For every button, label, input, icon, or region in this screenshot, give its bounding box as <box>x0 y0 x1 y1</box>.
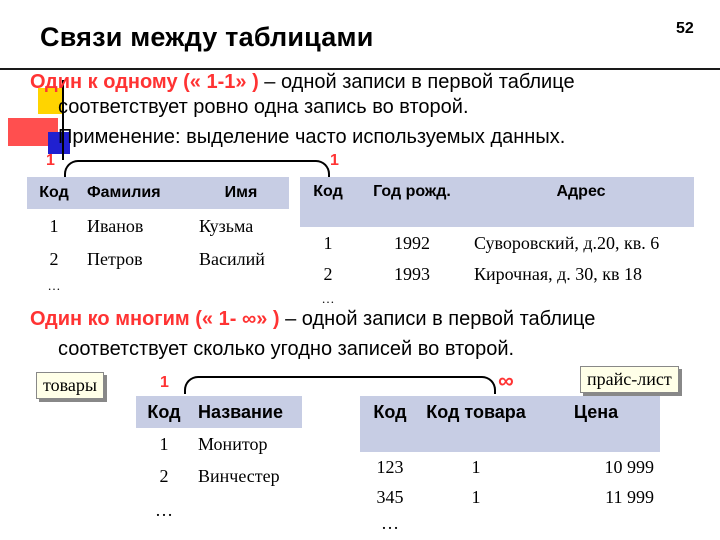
table-cell: … <box>321 291 335 306</box>
table-persons <box>27 177 289 297</box>
one-to-many-line2: соответствует сколько угодно записей во второй. <box>58 338 515 360</box>
table-header: Код <box>300 177 356 227</box>
table-cell: 2 <box>323 263 333 284</box>
table-header: Имя <box>193 177 289 209</box>
table-cell: 1 <box>159 433 169 454</box>
relation-bracket-1-many <box>184 376 496 394</box>
one-to-one-line1 <box>30 68 575 96</box>
table-cell: 1 <box>471 486 481 507</box>
table-header: Код товара <box>420 396 532 452</box>
table-cell: … <box>47 278 61 293</box>
relation-bracket-1-1 <box>64 160 330 178</box>
table-cell: 1992 <box>394 232 430 253</box>
table-cell <box>193 275 289 297</box>
table-cell: 123 <box>376 456 404 477</box>
table-cell: Суворовский, д.20, кв. 6 <box>474 232 660 253</box>
table-cell: … <box>155 499 173 520</box>
table-goods <box>136 396 302 528</box>
table-cell: 2 <box>159 465 169 486</box>
table-cell: Монитор <box>198 433 268 454</box>
table-cell: 2 <box>49 248 59 269</box>
table-header: Название <box>192 396 302 428</box>
table-header: Год рожд. <box>356 177 468 227</box>
table-cell <box>532 512 660 534</box>
table-addresses <box>300 177 694 309</box>
table-cell <box>468 289 694 309</box>
one-to-one-heading: Один к одному (« 1-1» ) <box>30 71 259 93</box>
table-cell: Кузьма <box>199 215 254 236</box>
table-cell: 1993 <box>394 263 430 284</box>
table-cell: Винчестер <box>198 465 280 486</box>
table-cell: 1 <box>471 456 481 477</box>
table-header: Код <box>360 396 420 452</box>
table-cell: 11 999 <box>605 486 654 507</box>
table-cell: Иванов <box>87 215 144 236</box>
table-cell: 1 <box>49 215 59 236</box>
table-cell: 1 <box>323 232 333 253</box>
table-cell <box>81 275 193 297</box>
callout-pricelist: прайс-лист <box>580 366 679 393</box>
table-cell: … <box>381 512 399 533</box>
one-to-one-text1: – одной записи в первой таблице <box>258 71 575 93</box>
infinity-mark: ∞ <box>498 368 514 393</box>
callout-goods: товары <box>36 372 104 399</box>
one-to-many-left-mark: 1 <box>160 374 169 391</box>
table-cell: Кирочная, д. 30, кв 18 <box>474 263 643 284</box>
table-pricelist <box>360 396 660 534</box>
slide-title: Связи между таблицами <box>40 22 374 52</box>
table-cell: Василий <box>199 248 265 269</box>
table-header: Код <box>136 396 192 428</box>
table-cell <box>192 492 302 528</box>
table-cell: 10 999 <box>604 456 654 477</box>
one-to-many-line1 <box>30 308 595 331</box>
one-to-many-text1: – одной записи в первой таблице <box>279 308 596 330</box>
one-to-one-right-mark: 1 <box>330 152 339 169</box>
one-to-one-left-mark: 1 <box>46 152 55 169</box>
one-to-many-heading: Один ко многим (« 1- ∞» ) <box>30 308 280 330</box>
table-cell <box>420 512 532 534</box>
one-to-one-application: Применение: выделение часто используемых данных. <box>58 126 566 148</box>
table-header: Цена <box>532 396 660 452</box>
page-number: 52 <box>676 20 694 37</box>
table-cell: 345 <box>376 486 404 507</box>
table-cell <box>356 289 468 309</box>
table-header: Адрес <box>468 177 694 227</box>
table-cell: Петров <box>87 248 143 269</box>
one-to-one-line2: соответствует ровно одна запись во второй. <box>58 96 469 118</box>
table-header: Фамилия <box>81 177 193 209</box>
table-header: Код <box>27 177 81 209</box>
